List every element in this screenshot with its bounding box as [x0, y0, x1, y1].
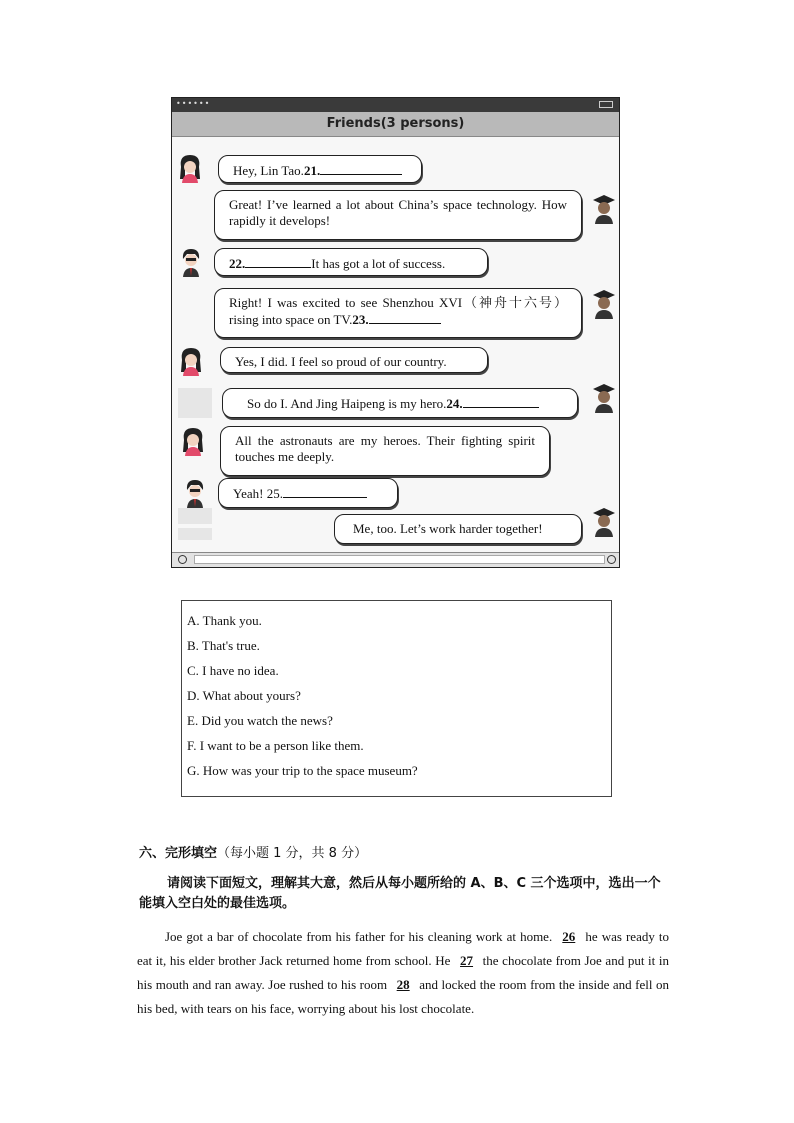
send-icon [607, 555, 616, 564]
question-number: 24. [446, 396, 463, 411]
signal-dots: •••••• [176, 99, 211, 108]
option-a: A. Thank you. [187, 613, 262, 628]
options-box [181, 600, 612, 797]
boy-avatar-icon [182, 478, 208, 508]
message-bubble [214, 288, 582, 338]
option-f: F. I want to be a person like them. [187, 738, 364, 753]
message-text: Right! I was excited to see Shenzhou XVI（神舟十六号）rising into space on TV. [229, 295, 567, 327]
message-input [194, 555, 605, 564]
message-input-bar [172, 552, 619, 567]
background-fragment [178, 508, 212, 524]
girl-avatar-icon [180, 426, 206, 456]
message-text: Yeah! 25. [233, 486, 283, 501]
section-instruction [139, 874, 669, 914]
answer-blank [369, 311, 441, 324]
message-text: All the astronauts are my heroes. Their fighting spirit touches me deeply. [235, 433, 535, 464]
passage-text: and locked the room from the inside and fell on his bed, with tears on his face, worrying about his lost chocolate. [137, 977, 670, 1016]
background-fragment [178, 388, 212, 418]
message-text: It has got a lot of success. [311, 256, 446, 271]
section-score: （每小题 1 分，共 8 分） [217, 846, 368, 861]
message-text: Hey, Lin Tao. [233, 163, 304, 178]
option-g: G. How was your trip to the space museum? [187, 763, 418, 778]
passage-text: he was ready to eat it, his elder brother Jack returned home from school. He [137, 929, 670, 968]
message-bubble [222, 388, 578, 418]
status-bar [172, 98, 619, 112]
graduate-avatar-icon [591, 383, 617, 413]
graduate-avatar-icon [591, 289, 617, 319]
battery-icon [599, 101, 613, 108]
cloze-passage [137, 925, 669, 1021]
graduate-avatar-icon [591, 507, 617, 537]
question-number: 21. [303, 163, 321, 178]
message-text: Yes, I did. I feel so proud of our country. [235, 354, 447, 369]
cloze-blank-28: 28 [396, 977, 410, 992]
answer-blank [283, 485, 367, 498]
passage-text: the chocolate from Joe and put it in his mouth and ran away. Joe rushed to his room [137, 953, 670, 992]
cloze-blank-27: 27 [460, 953, 474, 968]
option-e: E. Did you watch the news? [187, 713, 333, 728]
option-b: B. That's true. [187, 638, 260, 653]
message-text: Great! I’ve learned a lot about China’s space technology. How rapidly it develops! [229, 197, 567, 228]
graduate-avatar-icon [591, 194, 617, 224]
chat-title: Friends(3 persons) [172, 112, 619, 137]
message-bubble [334, 514, 582, 544]
girl-avatar-icon [178, 346, 204, 376]
option-c: C. I have no idea. [187, 663, 279, 678]
section-heading [139, 842, 367, 861]
message-bubble [218, 155, 422, 183]
instruction-text: 请阅读下面短文，理解其大意，然后从每小题所给的 A、B、C 三个选项中，选出一个能填入空白处的最佳选项。 [139, 876, 661, 911]
answer-blank [463, 395, 539, 408]
girl-avatar-icon [177, 153, 203, 183]
message-bubble [220, 347, 488, 373]
question-number: 23. [352, 312, 369, 327]
section-title: 六、完形填空 [139, 846, 218, 861]
passage-text: Joe got a bar of chocolate from his father for his cleaning work at home. [165, 929, 553, 944]
chat-screenshot [171, 97, 620, 568]
message-bubble [218, 478, 398, 508]
option-d: D. What about yours? [187, 688, 301, 703]
message-bubble [214, 248, 488, 276]
message-text: So do I. And Jing Haipeng is my hero. [247, 396, 447, 411]
message-bubble [214, 190, 582, 240]
answer-blank [245, 255, 311, 268]
boy-avatar-icon [178, 247, 204, 277]
emoji-icon [178, 555, 187, 564]
message-bubble [220, 426, 550, 476]
message-text: Me, too. Let’s work harder together! [353, 521, 543, 536]
background-fragment [178, 528, 212, 540]
question-number: 22. [229, 256, 246, 271]
answer-blank [320, 162, 402, 175]
cloze-blank-26: 26 [562, 929, 576, 944]
